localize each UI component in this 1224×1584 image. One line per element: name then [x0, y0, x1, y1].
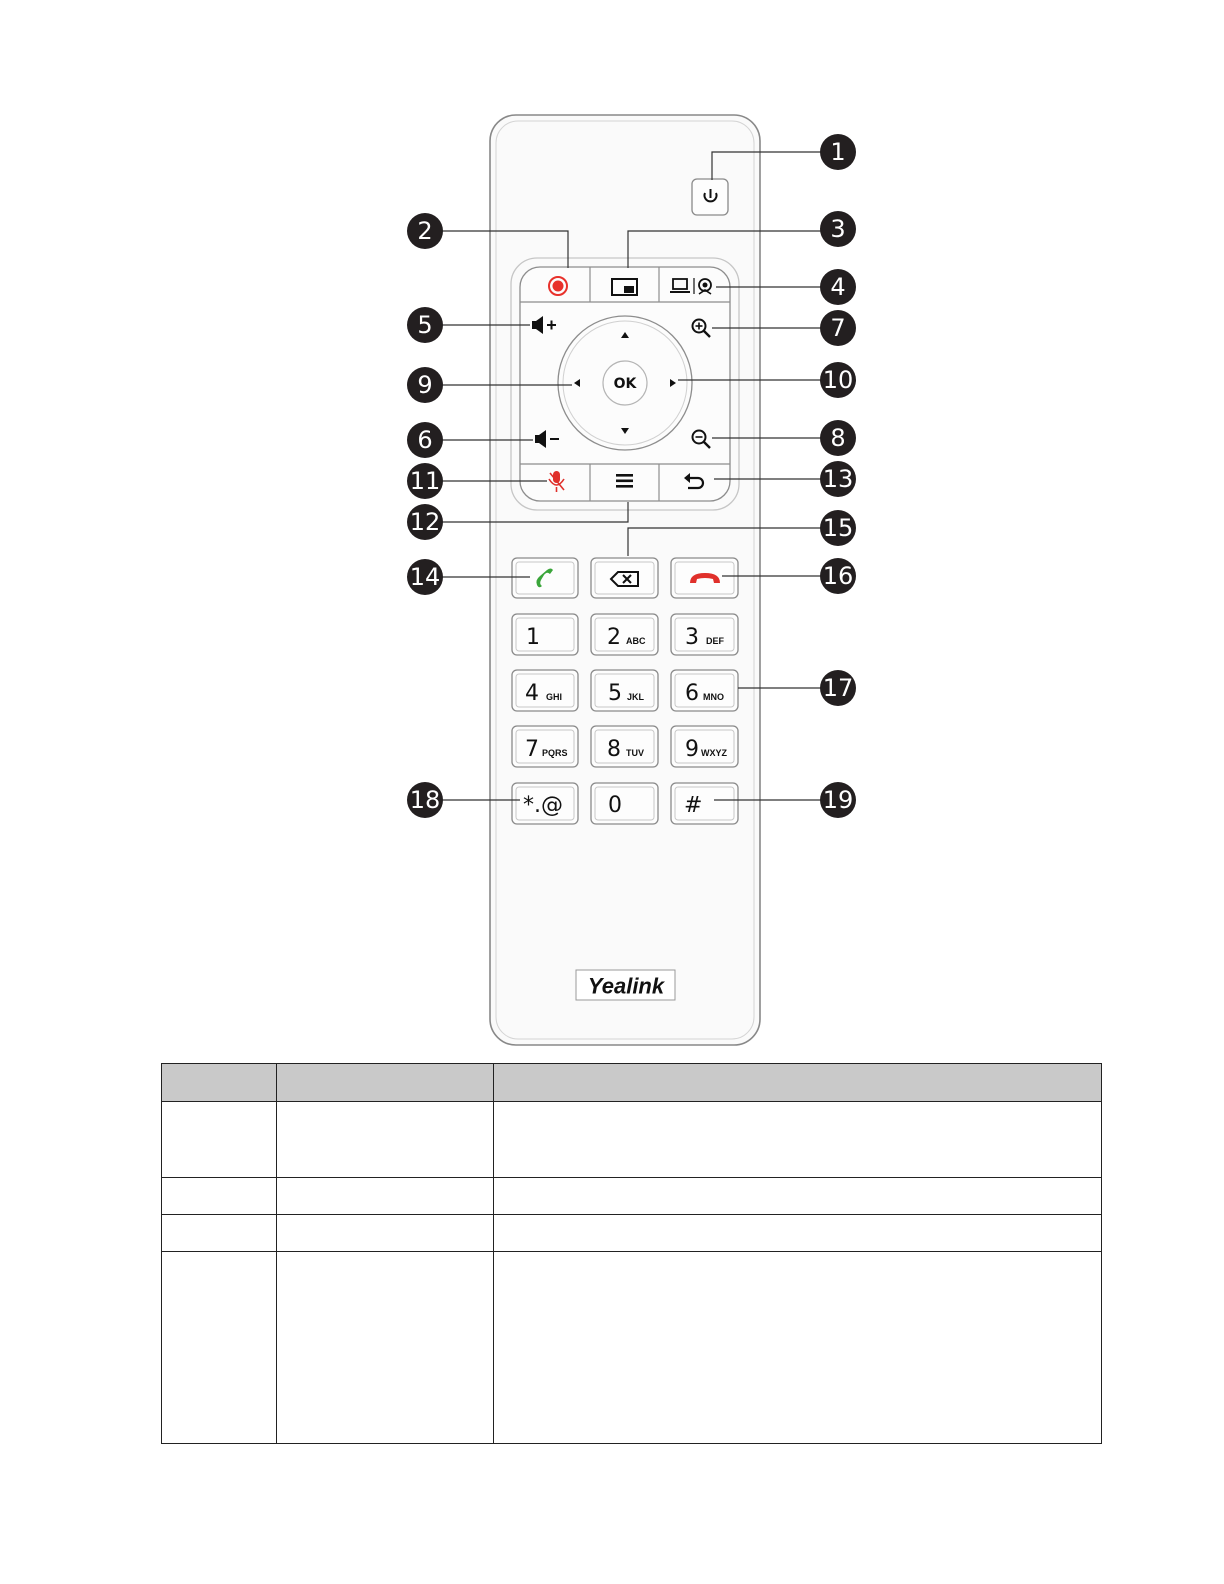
key-9[interactable]	[671, 726, 738, 767]
table-cell	[494, 1215, 1102, 1252]
table-cell	[162, 1215, 277, 1252]
key-5-digit: 5	[608, 681, 622, 706]
table-row	[162, 1102, 1102, 1178]
key-4[interactable]	[512, 670, 578, 711]
brand-name: Yealink	[587, 973, 665, 999]
key-star-label: *.@	[523, 793, 563, 818]
key-7-digit: 7	[525, 737, 539, 762]
svg-text:18: 18	[409, 786, 441, 814]
svg-text:4: 4	[830, 273, 846, 301]
key-4-digit: 4	[525, 681, 539, 706]
key-5[interactable]	[591, 670, 658, 711]
svg-text:8: 8	[830, 424, 846, 452]
table-cell	[277, 1102, 494, 1178]
svg-text:7: 7	[830, 314, 846, 342]
svg-text:1: 1	[830, 138, 846, 166]
key-2-letters: ABC	[626, 636, 646, 646]
svg-text:12: 12	[409, 508, 441, 536]
key-6[interactable]	[671, 670, 738, 711]
svg-text:11: 11	[409, 467, 441, 495]
callout-9	[407, 367, 443, 403]
mute-button[interactable]	[524, 467, 586, 497]
table-cell	[277, 1178, 494, 1215]
key-4-letters: GHI	[546, 692, 563, 702]
key-9-letters: WXYZ	[701, 748, 727, 758]
callout-11	[407, 463, 443, 499]
ok-label: OK	[613, 376, 637, 392]
key-6-letters: MNO	[703, 692, 724, 702]
svg-text:17: 17	[822, 674, 854, 702]
callout-5	[407, 307, 443, 343]
svg-text:10: 10	[822, 366, 854, 394]
key-3[interactable]	[671, 614, 738, 655]
callout-8	[820, 420, 856, 456]
callout-7	[820, 310, 856, 346]
callout-14	[407, 559, 443, 595]
svg-text:14: 14	[409, 563, 441, 591]
svg-text:3: 3	[830, 215, 846, 243]
callout-16	[820, 558, 856, 594]
key-5-letters: JKL	[627, 692, 645, 702]
table-header-cell	[494, 1064, 1102, 1102]
key-1-digit: 1	[526, 625, 540, 650]
callout-10	[820, 362, 856, 398]
key-3-letters: DEF	[706, 636, 724, 646]
table-cell	[494, 1252, 1102, 1444]
callout-1	[820, 134, 856, 170]
table-cell	[277, 1252, 494, 1444]
svg-text:5: 5	[417, 311, 433, 339]
table-header-cell	[277, 1064, 494, 1102]
table-cell	[494, 1102, 1102, 1178]
menu-button[interactable]	[594, 467, 656, 497]
key-star[interactable]	[512, 783, 578, 824]
key-8-digit: 8	[607, 737, 621, 762]
hang-up-button[interactable]	[671, 558, 738, 598]
svg-text:15: 15	[822, 514, 854, 542]
delete-button[interactable]	[591, 558, 658, 598]
table-cell	[277, 1215, 494, 1252]
svg-text:9: 9	[417, 371, 433, 399]
key-description-table	[161, 1063, 1102, 1444]
callout-17	[820, 670, 856, 706]
svg-text:19: 19	[822, 786, 854, 814]
table-row	[162, 1178, 1102, 1215]
callout-2	[407, 213, 443, 249]
table-row	[162, 1215, 1102, 1252]
table-cell	[494, 1178, 1102, 1215]
table-cell	[162, 1252, 277, 1444]
key-8-letters: TUV	[626, 748, 644, 758]
callout-13	[820, 461, 856, 497]
key-7[interactable]	[512, 726, 578, 767]
key-8[interactable]	[591, 726, 658, 767]
table-row	[162, 1252, 1102, 1444]
callout-15	[820, 510, 856, 546]
layout-button[interactable]	[594, 270, 656, 299]
table-header-row	[162, 1064, 1102, 1102]
callout-18	[407, 782, 443, 818]
callout-12	[407, 504, 443, 540]
table-header-cell	[162, 1064, 277, 1102]
key-2-digit: 2	[607, 625, 621, 650]
svg-text:16: 16	[822, 562, 854, 590]
ok-button[interactable]	[603, 361, 647, 405]
callout-6	[407, 422, 443, 458]
svg-text:2: 2	[417, 217, 433, 245]
key-9-digit: 9	[685, 737, 699, 762]
callout-3	[820, 211, 856, 247]
power-button[interactable]	[692, 179, 728, 215]
brand-logo	[576, 970, 675, 1000]
menu-icon	[616, 474, 633, 488]
call-button[interactable]	[512, 558, 578, 598]
presentation-button[interactable]	[662, 270, 726, 299]
key-7-letters: PQRS	[542, 748, 568, 758]
key-hash[interactable]	[671, 783, 738, 824]
key-0-digit: 0	[608, 793, 622, 818]
table-cell	[162, 1102, 277, 1178]
key-hash-label: #	[684, 793, 703, 818]
callout-4	[820, 269, 856, 305]
key-2[interactable]	[591, 614, 658, 655]
svg-text:13: 13	[822, 465, 854, 493]
svg-text:6: 6	[417, 426, 433, 454]
callout-19	[820, 782, 856, 818]
table-cell	[162, 1178, 277, 1215]
key-3-digit: 3	[685, 625, 699, 650]
key-0[interactable]	[591, 783, 658, 824]
key-1[interactable]	[512, 614, 578, 655]
record-button[interactable]	[524, 270, 586, 299]
back-button[interactable]	[662, 467, 726, 497]
key-6-digit: 6	[685, 681, 699, 706]
